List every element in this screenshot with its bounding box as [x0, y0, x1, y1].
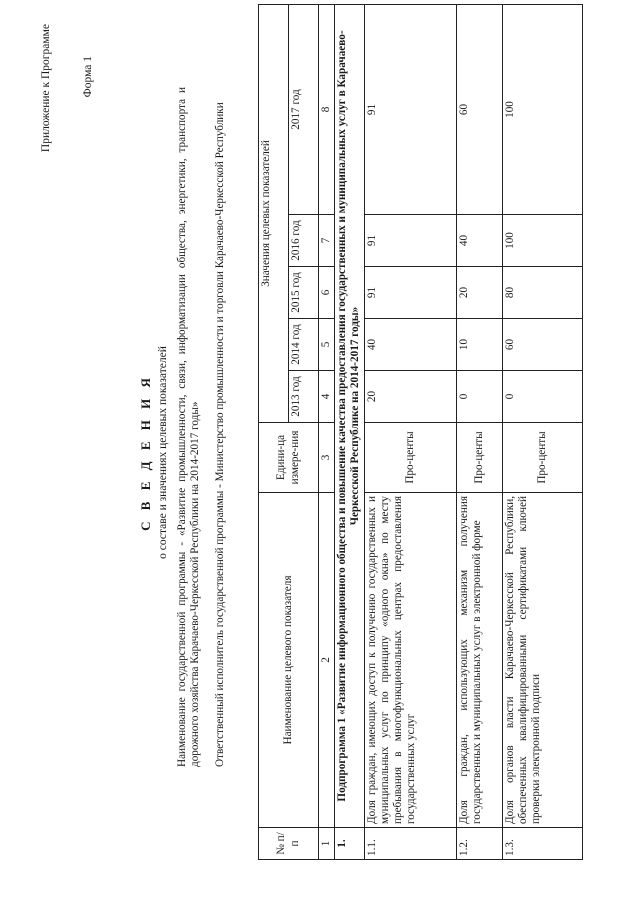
row-value: 20: [456, 267, 502, 319]
row-value: 0: [456, 371, 502, 423]
table-row: [364, 4, 456, 859]
table-header-row: [259, 4, 289, 859]
row-value: 60: [456, 4, 502, 214]
header-year: 2017 год: [289, 4, 319, 214]
row-value: 100: [502, 215, 582, 267]
section-row: [335, 4, 364, 859]
column-number: 7: [319, 215, 335, 267]
appendix-label: Приложение к Программе: [40, 24, 52, 153]
header-year: 2015 год: [289, 267, 319, 319]
header-num: № п/п: [259, 828, 319, 860]
row-unit: Про-центы: [456, 423, 502, 493]
indicators-table: [258, 4, 583, 860]
column-number: 3: [319, 423, 335, 493]
column-number: 6: [319, 267, 335, 319]
row-value: 91: [364, 4, 456, 214]
row-value: 100: [502, 4, 582, 214]
table-row: [502, 4, 582, 859]
column-number: 8: [319, 4, 335, 214]
header-year: 2014 год: [289, 319, 319, 371]
row-unit: Про-центы: [502, 423, 582, 493]
form-label: Форма 1: [82, 56, 94, 98]
column-number: 1: [319, 828, 335, 860]
row-name: Доля граждан, имеющих доступ к получению государственных и муниципальных услуг по принципу «одного окна» по месту пребывания в многофункциональных центрах предоставления государственных услуг: [364, 493, 456, 828]
row-value: 60: [502, 319, 582, 371]
column-number: 2: [319, 493, 335, 828]
column-number: 5: [319, 319, 335, 371]
row-unit: Про-центы: [364, 423, 456, 493]
row-value: 0: [502, 371, 582, 423]
header-unit: Едини-ца измере-ния: [259, 423, 319, 493]
row-value: 40: [456, 215, 502, 267]
row-value: 91: [364, 215, 456, 267]
column-number: 4: [319, 371, 335, 423]
executor-text: Ответственный исполнитель государственной программы - Министерство промышленности и торговли Карачаево-Черкесской Республики: [214, 102, 226, 767]
column-numbers-row: [319, 4, 335, 859]
row-value: 20: [364, 371, 456, 423]
row-name: Доля органов власти Карачаево-Черкесской Республики, обеспеченных квалифицированными сертификатами ключей проверки электронной подписи: [502, 493, 582, 828]
table-row: [456, 4, 502, 859]
row-value: 10: [456, 319, 502, 371]
row-num: 1.2.: [456, 828, 502, 860]
document-title: С В Е Д Е Н И Я: [138, 374, 153, 531]
section-title: Подпрограмма 1 «Развитие информационного общества и повышение качества предоставления государственных и муниципальных услуг в Карачаево-Черкесской Республике на 2014-2017 годы»: [335, 4, 364, 827]
row-name: Доля граждан, использующих механизм получения государственных и муниципальных услуг в электронной форме: [456, 493, 502, 828]
row-num: 1.3.: [502, 828, 582, 860]
section-num: 1.: [335, 828, 364, 860]
document-subtitle: о составе и значениях целевых показателей: [157, 346, 169, 559]
row-value: 40: [364, 319, 456, 371]
header-name: Наименование целевого показателя: [259, 493, 319, 828]
row-value: 80: [502, 267, 582, 319]
program-name-text: Наименование государственной программы - «Развитие промышленности, связи, информатизации общества, энергетики, транспорта и дорожного хозяйства Карачаево-Черкесской Республики на 2014-2017 годы»: [176, 87, 202, 767]
row-value: 91: [364, 267, 456, 319]
header-values-group: Значения целевых показателей: [259, 4, 289, 422]
header-year: 2013 год: [289, 371, 319, 423]
row-num: 1.1.: [364, 828, 456, 860]
header-year: 2016 год: [289, 215, 319, 267]
